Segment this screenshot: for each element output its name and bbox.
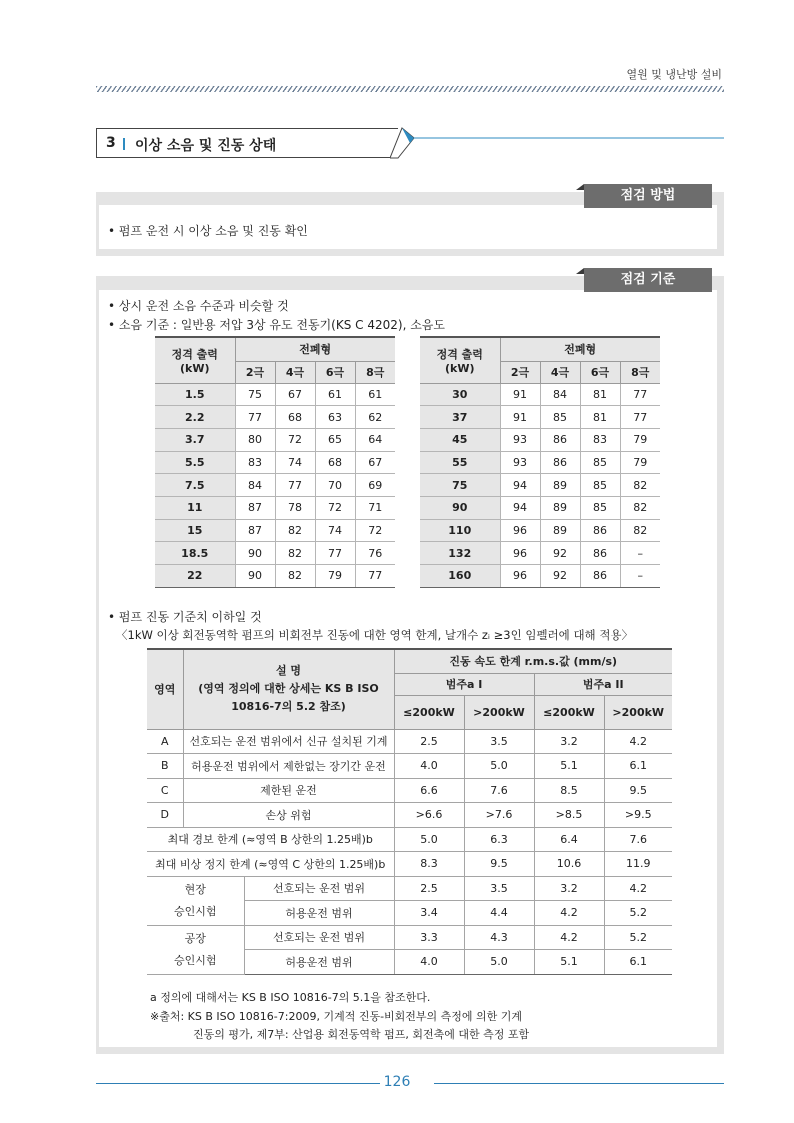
header-hatch-rule: [96, 86, 724, 92]
noise-row: [420, 406, 660, 429]
test-row: [147, 925, 672, 950]
noise-value: 83: [235, 451, 275, 474]
zone-label: C: [147, 778, 183, 803]
zone-description: 제한된 운전: [183, 778, 394, 803]
vibration-value: >8.5: [534, 803, 604, 828]
rated-output: 3.7: [155, 428, 235, 451]
power-header: ≤200kW: [394, 695, 464, 729]
zone-row: [147, 803, 672, 828]
noise-header-group: 전폐형: [500, 337, 660, 361]
noise-value: 85: [540, 406, 580, 429]
noise-row: [155, 474, 395, 497]
rated-output: 90: [420, 496, 500, 519]
vibration-value: 5.2: [604, 901, 672, 926]
noise-value: 74: [275, 451, 315, 474]
footnote: a 정의에 대해서는 KS B ISO 10816-7의 5.1을 참조한다.: [150, 991, 431, 1004]
noise-value: 89: [540, 474, 580, 497]
noise-value: 67: [355, 451, 395, 474]
noise-header-label: 정격 출력 (kW): [155, 337, 235, 383]
section-title-accent: [390, 126, 726, 160]
limit-header: 진동 속도 한계 r.m.s.값 (mm/s): [394, 649, 672, 673]
noise-value: 94: [500, 474, 540, 497]
rated-output: 132: [420, 542, 500, 565]
noise-value: 70: [315, 474, 355, 497]
vibration-value: 4.2: [534, 901, 604, 926]
rated-output: 22: [155, 565, 235, 588]
noise-value: 72: [355, 519, 395, 542]
noise-value: 91: [500, 406, 540, 429]
noise-value: 83: [580, 428, 620, 451]
noise-value: 72: [275, 428, 315, 451]
zone-row: [147, 754, 672, 779]
vibration-value: 9.5: [604, 778, 672, 803]
noise-value: 86: [580, 565, 620, 588]
noise-row: [155, 519, 395, 542]
noise-value: 82: [275, 519, 315, 542]
noise-value: 79: [620, 451, 660, 474]
noise-table-left: [155, 336, 395, 588]
noise-value: 82: [620, 519, 660, 542]
noise-value: 85: [580, 496, 620, 519]
noise-header-label: 정격 출력 (kW): [420, 337, 500, 383]
noise-value: 61: [315, 383, 355, 406]
rated-output: 1.5: [155, 383, 235, 406]
rated-output: 160: [420, 565, 500, 588]
noise-value: 77: [620, 383, 660, 406]
power-header: ≤200kW: [534, 695, 604, 729]
noise-value: 75: [235, 383, 275, 406]
pole-header: 2극: [500, 361, 540, 383]
pole-header: 2극: [235, 361, 275, 383]
limit-row: [147, 852, 672, 877]
rated-output: 11: [155, 496, 235, 519]
noise-value: 86: [540, 428, 580, 451]
zone-row: [147, 778, 672, 803]
pole-header: 4극: [275, 361, 315, 383]
vibration-value: 3.5: [464, 876, 534, 901]
noise-value: 68: [275, 406, 315, 429]
noise-value: 86: [540, 451, 580, 474]
noise-value: 80: [235, 428, 275, 451]
zone-description: 선호되는 운전 범위에서 신규 설치된 기계: [183, 729, 394, 754]
noise-value: 92: [540, 565, 580, 588]
noise-row: [155, 565, 395, 588]
vibration-value: 4.0: [394, 754, 464, 779]
noise-value: 77: [620, 406, 660, 429]
criteria-tag: 점검 기준: [584, 268, 712, 292]
rated-output: 2.2: [155, 406, 235, 429]
noise-value: 96: [500, 519, 540, 542]
vibration-value: 3.2: [534, 876, 604, 901]
noise-value: 61: [355, 383, 395, 406]
section-separator: [123, 138, 125, 150]
vibration-value: >7.6: [464, 803, 534, 828]
vibration-value: 4.4: [464, 901, 534, 926]
noise-value: 82: [620, 474, 660, 497]
noise-value: 93: [500, 451, 540, 474]
noise-row: [420, 519, 660, 542]
noise-value: 79: [315, 565, 355, 588]
zone-row: [147, 729, 672, 754]
noise-value: 91: [500, 383, 540, 406]
vibration-value: 6.1: [604, 950, 672, 975]
rated-output: 18.5: [155, 542, 235, 565]
noise-row: [420, 383, 660, 406]
vibration-value: 2.5: [394, 729, 464, 754]
pole-header: 6극: [580, 361, 620, 383]
zone-label: A: [147, 729, 183, 754]
vibration-value: 4.2: [604, 876, 672, 901]
test-description: 허용운전 범위: [244, 950, 394, 975]
noise-value: 96: [500, 542, 540, 565]
test-group-label: 공장 승인시험: [147, 925, 244, 974]
noise-value: 87: [235, 496, 275, 519]
noise-value: 87: [235, 519, 275, 542]
zone-label: B: [147, 754, 183, 779]
noise-row: [155, 496, 395, 519]
rated-output: 7.5: [155, 474, 235, 497]
vibration-value: 8.5: [534, 778, 604, 803]
noise-row: [155, 428, 395, 451]
limit-row: [147, 827, 672, 852]
vibration-value: 2.5: [394, 876, 464, 901]
noise-row: [155, 542, 395, 565]
noise-row: [420, 428, 660, 451]
vibration-value: 6.6: [394, 778, 464, 803]
test-group-label: 현장 승인시험: [147, 876, 244, 925]
noise-value: 81: [580, 406, 620, 429]
noise-row: [420, 451, 660, 474]
zone-description: 허용운전 범위에서 제한없는 장기간 운전: [183, 754, 394, 779]
vibration-value: 4.2: [534, 925, 604, 950]
noise-value: 77: [355, 565, 395, 588]
pole-header: 6극: [315, 361, 355, 383]
test-row: [147, 876, 672, 901]
zone-label: D: [147, 803, 183, 828]
page-number: 126: [383, 1074, 411, 1090]
vibration-value: 5.0: [394, 827, 464, 852]
noise-value: 84: [540, 383, 580, 406]
noise-value: 86: [580, 519, 620, 542]
rated-output: 75: [420, 474, 500, 497]
noise-value: 72: [315, 496, 355, 519]
noise-value: 71: [355, 496, 395, 519]
vibration-value: 5.1: [534, 950, 604, 975]
noise-value: –: [620, 542, 660, 565]
noise-value: 82: [275, 565, 315, 588]
running-header: 열원 및 냉난방 설비: [626, 68, 722, 81]
rated-output: 15: [155, 519, 235, 542]
vibration-value: 3.3: [394, 925, 464, 950]
vibration-value: 3.2: [534, 729, 604, 754]
noise-value: 64: [355, 428, 395, 451]
rated-output: 5.5: [155, 451, 235, 474]
noise-row: [420, 565, 660, 588]
noise-value: 84: [235, 474, 275, 497]
noise-value: 89: [540, 519, 580, 542]
criteria-item: • 소음 기준 : 일반용 저압 3상 유도 전동기(KS C 4202), 소음도: [108, 318, 445, 332]
source-note: 진동의 평가, 제7부: 산업용 회전동역학 펌프, 회전축에 대한 측정 포함: [193, 1028, 530, 1041]
method-tag: 점검 방법: [584, 184, 712, 208]
noise-value: 76: [355, 542, 395, 565]
noise-value: 85: [580, 474, 620, 497]
noise-value: 78: [275, 496, 315, 519]
section-title: 이상 소음 및 진동 상태: [135, 138, 277, 154]
source-note: ※출처: KS B ISO 10816-7:2009, 기계적 진동-비회전부의 측정에 의한 기계: [150, 1010, 523, 1023]
noise-value: 79: [620, 428, 660, 451]
description-header: 설 명 (영역 정의에 대한 상세는 KS B ISO 10816-7의 5.2 참조): [183, 649, 394, 729]
limit-description: 최대 경보 한계 (≈영역 B 상한의 1.25배)b: [147, 827, 394, 852]
vibration-value: >9.5: [604, 803, 672, 828]
vibration-value: 8.3: [394, 852, 464, 877]
noise-value: 93: [500, 428, 540, 451]
vibration-value: 5.1: [534, 754, 604, 779]
noise-value: 69: [355, 474, 395, 497]
vibration-item: • 펌프 진동 기준치 이하일 것: [108, 610, 262, 624]
noise-value: 81: [580, 383, 620, 406]
test-description: 허용운전 범위: [244, 901, 394, 926]
vibration-value: 3.5: [464, 729, 534, 754]
noise-value: 90: [235, 565, 275, 588]
vibration-value: 4.3: [464, 925, 534, 950]
noise-value: 82: [620, 496, 660, 519]
vibration-value: 5.0: [464, 950, 534, 975]
noise-row: [155, 383, 395, 406]
method-item: • 펌프 운전 시 이상 소음 및 진동 확인: [108, 224, 308, 238]
noise-value: 94: [500, 496, 540, 519]
noise-value: 96: [500, 565, 540, 588]
vibration-subtitle: 〈1kW 이상 회전동역학 펌프의 비회전부 진동에 대한 영역 한계, 날개수 zᵢ ≥3인 임펠러에 대해 적용〉: [116, 628, 634, 642]
vibration-value: 5.0: [464, 754, 534, 779]
noise-value: –: [620, 565, 660, 588]
noise-value: 92: [540, 542, 580, 565]
vibration-value: 6.3: [464, 827, 534, 852]
noise-value: 77: [235, 406, 275, 429]
noise-value: 82: [275, 542, 315, 565]
pole-header: 8극: [620, 361, 660, 383]
pole-header: 4극: [540, 361, 580, 383]
noise-value: 67: [275, 383, 315, 406]
noise-value: 77: [315, 542, 355, 565]
vibration-value: 5.2: [604, 925, 672, 950]
criteria-item: • 상시 운전 소음 수준과 비슷할 것: [108, 299, 289, 313]
category-header: 범주a I: [394, 673, 534, 695]
limit-description: 최대 비상 정지 한계 (≈영역 C 상한의 1.25배)b: [147, 852, 394, 877]
noise-header-group: 전폐형: [235, 337, 395, 361]
noise-row: [155, 406, 395, 429]
noise-table-right: [420, 336, 660, 588]
vibration-value: 3.4: [394, 901, 464, 926]
noise-value: 86: [580, 542, 620, 565]
vibration-value: 4.2: [604, 729, 672, 754]
noise-value: 90: [235, 542, 275, 565]
noise-value: 65: [315, 428, 355, 451]
vibration-value: 11.9: [604, 852, 672, 877]
noise-row: [420, 474, 660, 497]
noise-value: 74: [315, 519, 355, 542]
test-description: 선호되는 운전 범위: [244, 925, 394, 950]
section-number: 3: [106, 135, 116, 151]
power-header: >200kW: [464, 695, 534, 729]
rated-output: 30: [420, 383, 500, 406]
vibration-value: 4.0: [394, 950, 464, 975]
pole-header: 8극: [355, 361, 395, 383]
vibration-value: 7.6: [464, 778, 534, 803]
noise-row: [420, 542, 660, 565]
power-header: >200kW: [604, 695, 672, 729]
noise-value: 77: [275, 474, 315, 497]
vibration-table: [147, 648, 672, 975]
rated-output: 45: [420, 428, 500, 451]
noise-row: [155, 451, 395, 474]
rated-output: 110: [420, 519, 500, 542]
vibration-value: 6.4: [534, 827, 604, 852]
rated-output: 37: [420, 406, 500, 429]
vibration-value: 9.5: [464, 852, 534, 877]
region-header: 영역: [147, 649, 183, 729]
noise-row: [420, 496, 660, 519]
noise-value: 63: [315, 406, 355, 429]
vibration-value: 7.6: [604, 827, 672, 852]
noise-value: 62: [355, 406, 395, 429]
noise-value: 68: [315, 451, 355, 474]
zone-description: 손상 위험: [183, 803, 394, 828]
vibration-value: >6.6: [394, 803, 464, 828]
vibration-value: 6.1: [604, 754, 672, 779]
vibration-value: 10.6: [534, 852, 604, 877]
noise-value: 89: [540, 496, 580, 519]
category-header: 범주a II: [534, 673, 672, 695]
rated-output: 55: [420, 451, 500, 474]
test-description: 선호되는 운전 범위: [244, 876, 394, 901]
noise-value: 85: [580, 451, 620, 474]
